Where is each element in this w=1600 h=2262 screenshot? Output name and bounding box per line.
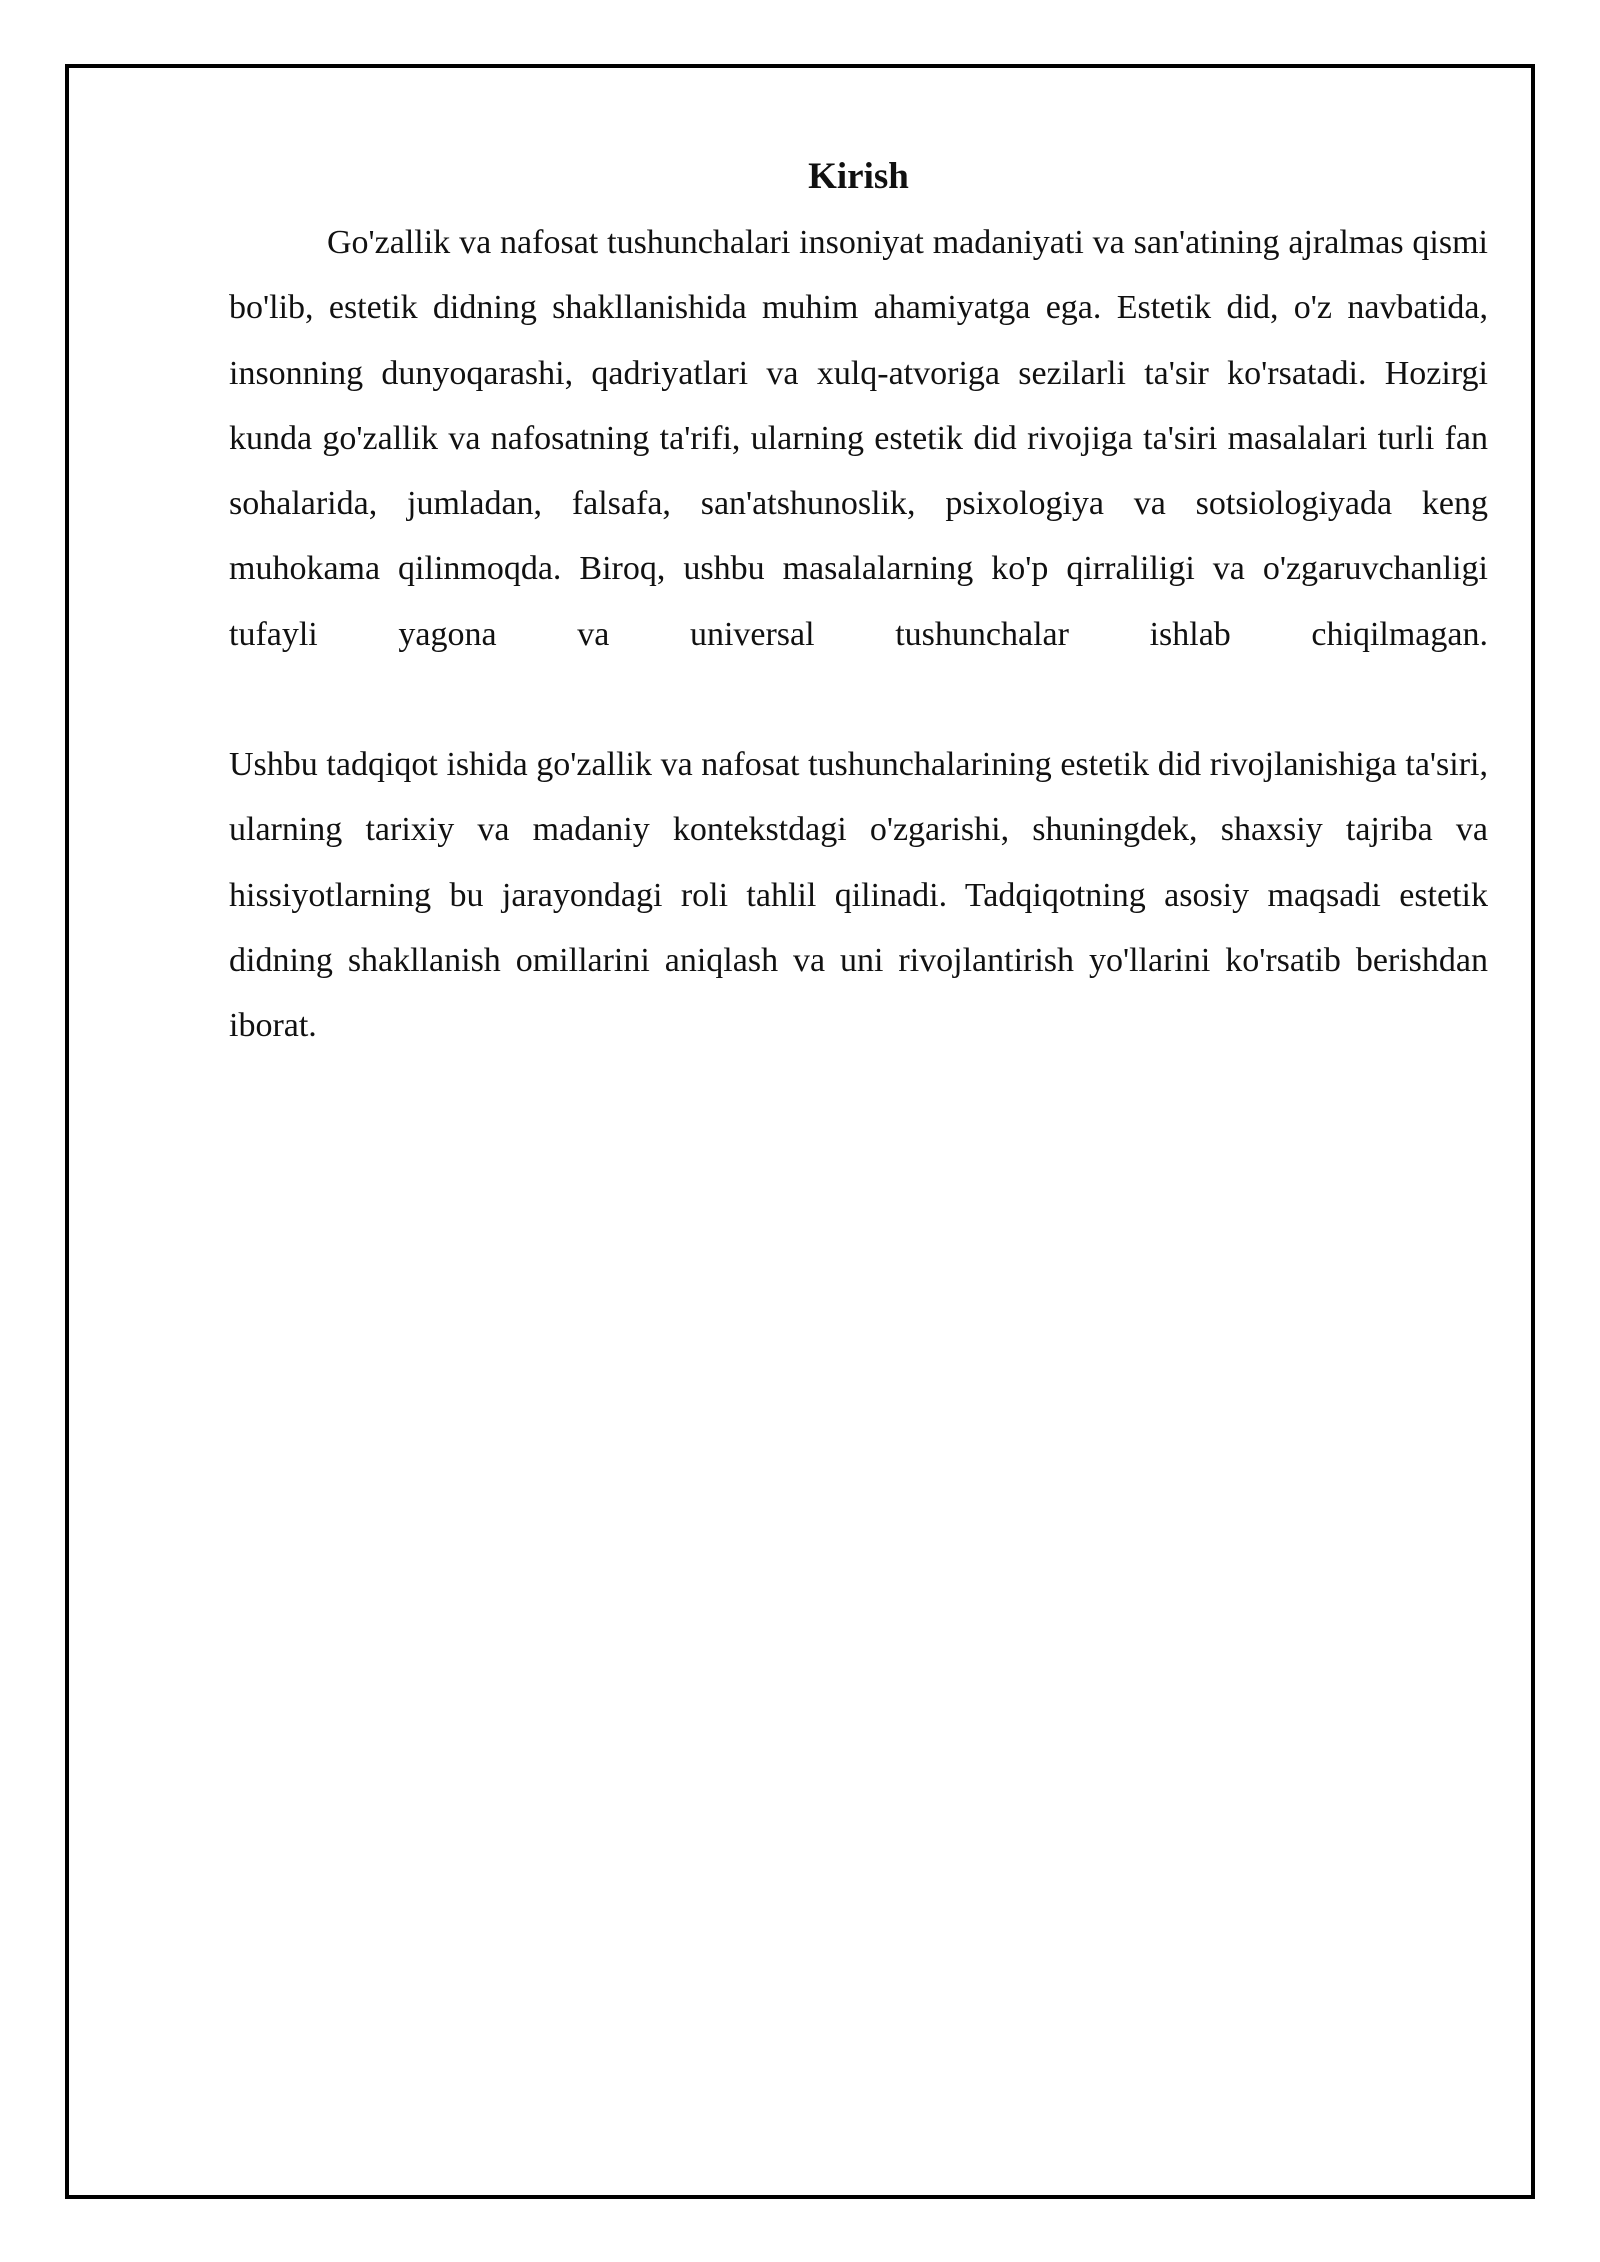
intro-paragraph-2: Ushbu tadqiqot ishida go'zallik va nafosat tushunchalarining estetik did rivojlanishiga ta'siri, ularning tarixiy va madaniy kontekstdagi o'zgarishi, shuningdek, shaxsiy tajriba va hissiyotlarning bu jarayondagi roli tahlil qilinadi. Tadqiqotning asosiy maqsadi estetik didning shakllanish omillarini aniqlash va uni rivojlantirish yo'llarini ko'rsatib berishdan iborat.	[229, 746, 1488, 1045]
document-body	[229, 148, 1488, 1059]
document-title: Kirish	[808, 156, 909, 197]
intro-paragraph-1: Go'zallik va nafosat tushunchalari insoniyat madaniyati va san'atining ajralmas qismi bo'lib, estetik didning shakllanishida muhim ahamiyatga ega. Estetik did, o'z navbatida, insonning dunyoqarashi, qadriyatlari va xulq-atvoriga sezilarli ta'sir ko'rsatadi. Hozirgi kunda go'zallik va nafosatning ta'rifi, ularning estetik did rivojiga ta'siri masalalari turli fan sohalarida, jumladan, falsafa, san'atshunoslik, psixologiya va sotsiologiyada keng muhokama qilinmoqda. Biroq, ushbu masalalarning ko'p qirraliligi va o'zgaruvchanligi tufayli yagona va universal tushunchalar ishlab chiqilmagan.	[229, 224, 1488, 653]
